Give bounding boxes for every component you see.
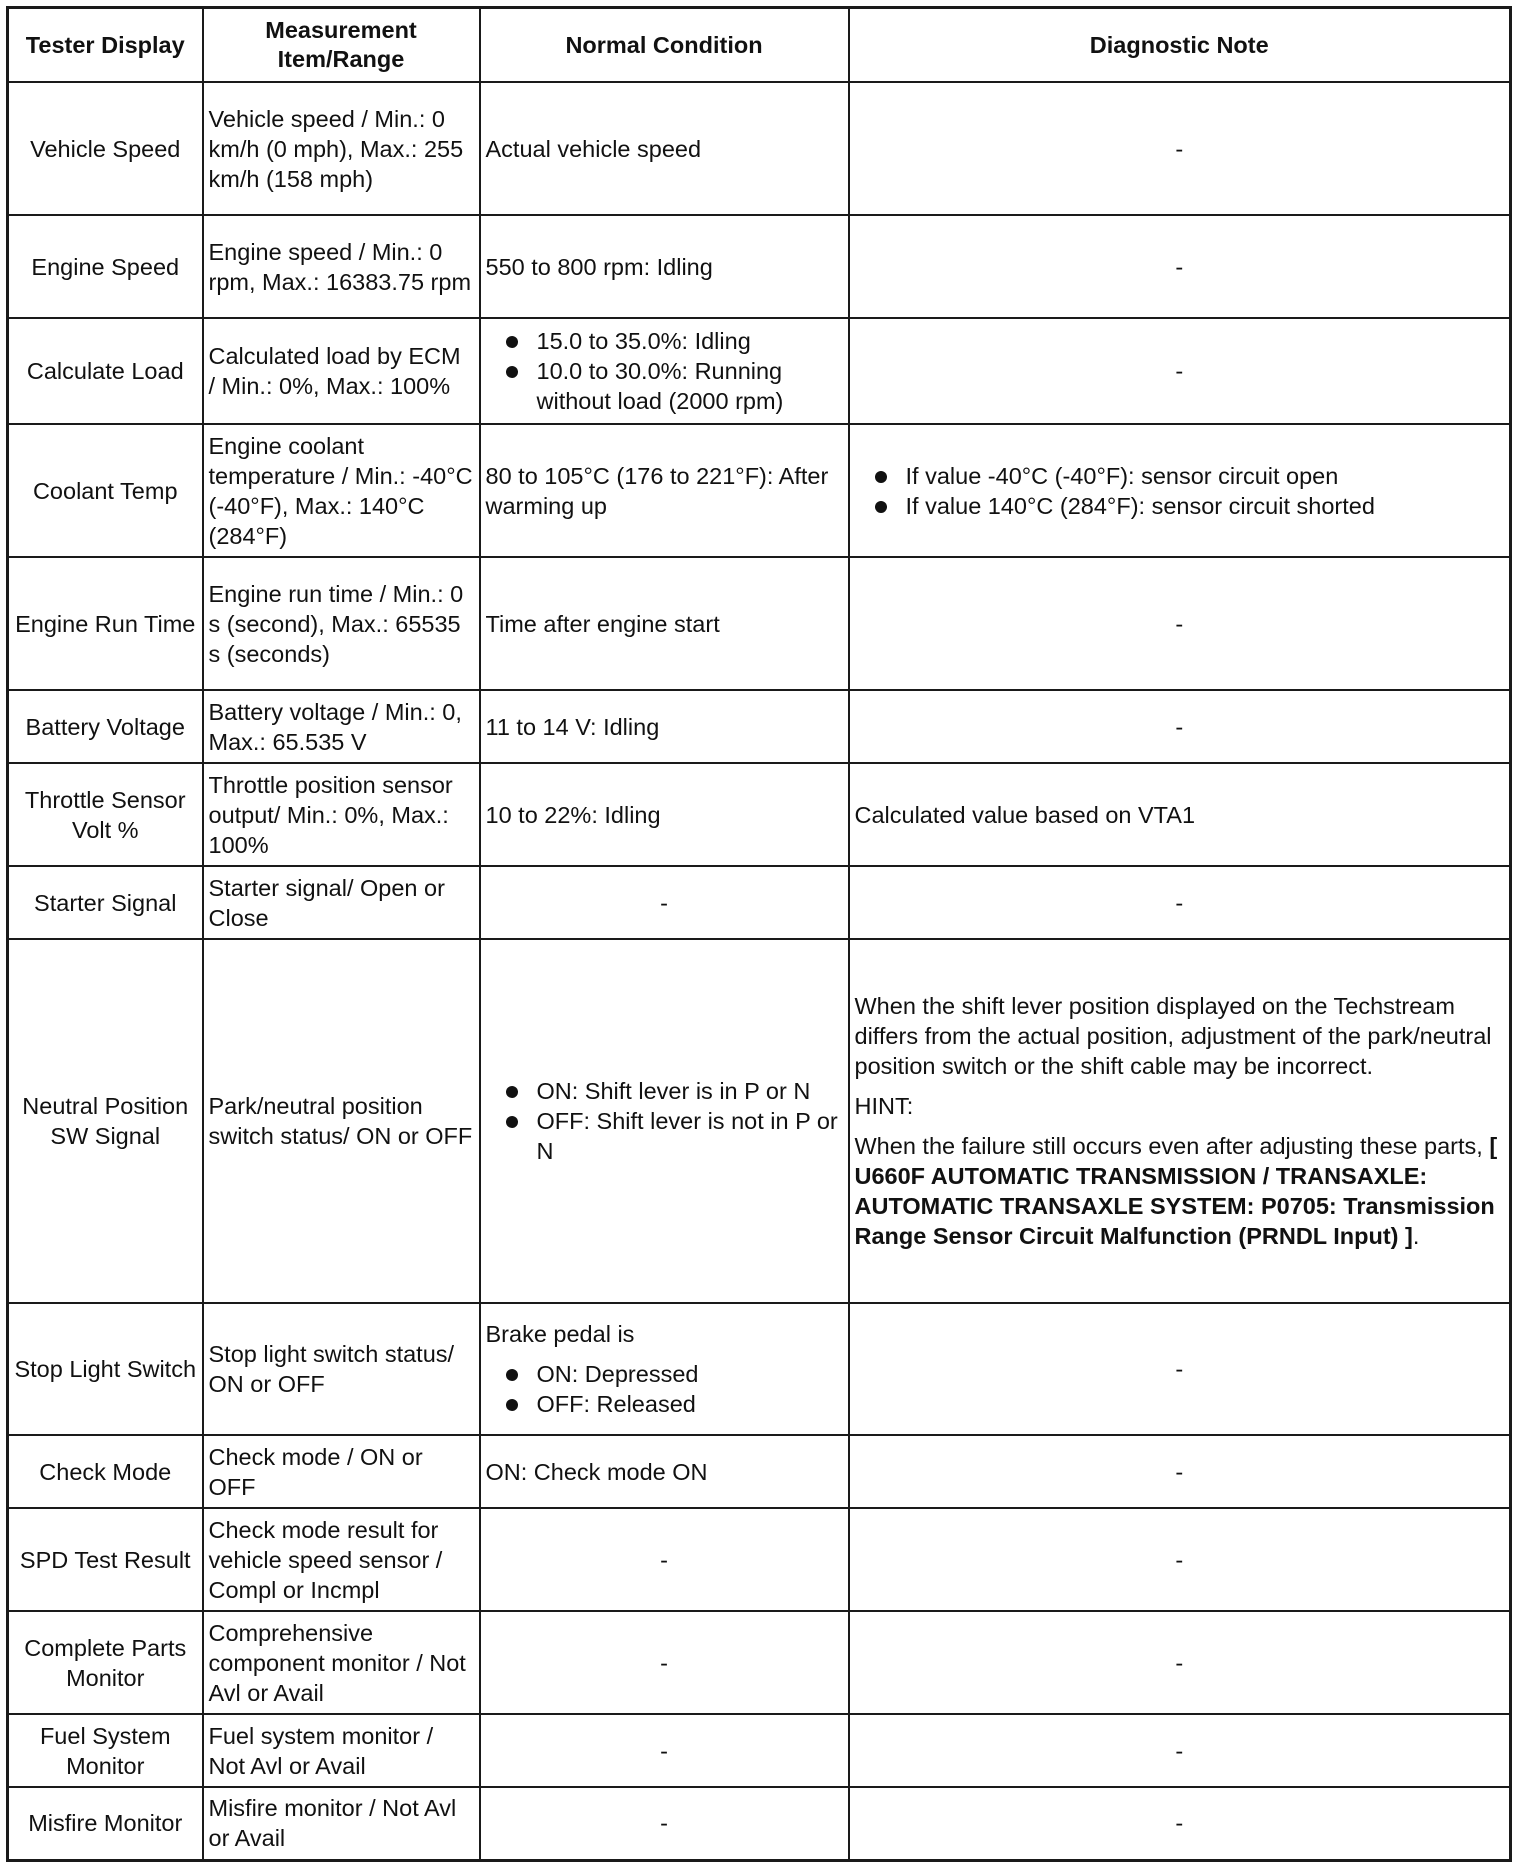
normal-condition-cell xyxy=(480,1303,849,1435)
table-row xyxy=(8,215,1511,318)
list-item: OFF: Shift lever is not in P or N xyxy=(486,1106,843,1166)
normal-condition-cell: 550 to 800 rpm: Idling xyxy=(480,215,849,318)
table-row xyxy=(8,1611,1511,1714)
normal-condition-cell: - xyxy=(480,1787,849,1860)
header-row xyxy=(8,8,1511,83)
diagnostic-note-cell xyxy=(849,939,1511,1303)
diagnostic-note-cell: - xyxy=(849,1714,1511,1787)
measurement-range-cell: Fuel system monitor / Not Avl or Avail xyxy=(203,1714,480,1787)
list-item: ON: Shift lever is in P or N xyxy=(486,1076,843,1106)
normal-condition-list xyxy=(486,1076,843,1166)
tester-display-cell: SPD Test Result xyxy=(8,1508,203,1611)
table-row xyxy=(8,1435,1511,1508)
tester-display-cell: Complete Parts Monitor xyxy=(8,1611,203,1714)
header-measurement-item: Measurement Item/Range xyxy=(203,8,480,83)
diagnostic-note-cell: - xyxy=(849,1611,1511,1714)
measurement-range-cell: Misfire monitor / Not Avl or Avail xyxy=(203,1787,480,1860)
normal-condition-cell: ON: Check mode ON xyxy=(480,1435,849,1508)
normal-condition-cell xyxy=(480,939,849,1303)
measurement-range-cell: Engine run time / Min.: 0 s (second), Max.: 65535 s (seconds) xyxy=(203,557,480,690)
tester-display-cell: Stop Light Switch xyxy=(8,1303,203,1435)
table-row xyxy=(8,557,1511,690)
measurement-range-cell: Engine coolant temperature / Min.: -40°C (-40°F), Max.: 140°C (284°F) xyxy=(203,424,480,557)
diagnostic-note-cell: - xyxy=(849,82,1511,215)
list-item: 15.0 to 35.0%: Idling xyxy=(486,326,843,356)
tester-display-cell: Coolant Temp xyxy=(8,424,203,557)
normal-condition-cell: 10 to 22%: Idling xyxy=(480,763,849,866)
diagnostic-note-cell: - xyxy=(849,1787,1511,1860)
note-text: When the failure still occurs even after adjusting these parts, xyxy=(854,1133,1483,1159)
normal-condition-cell xyxy=(480,318,849,424)
measurement-range-cell: Calculated load by ECM / Min.: 0%, Max.: 100% xyxy=(203,318,480,424)
diagnostic-note-cell: - xyxy=(849,557,1511,690)
diagnostic-note-cell: - xyxy=(849,866,1511,939)
tester-display-cell: Misfire Monitor xyxy=(8,1787,203,1860)
normal-condition-cell: 11 to 14 V: Idling xyxy=(480,690,849,763)
table-row xyxy=(8,690,1511,763)
normal-condition-cell: Time after engine start xyxy=(480,557,849,690)
header-tester-display: Tester Display xyxy=(8,8,203,83)
tester-display-cell: Engine Run Time xyxy=(8,557,203,690)
reference-link[interactable]: [ U660F AUTOMATIC TRANSMISSION / TRANSAXLE: AUTOMATIC TRANSAXLE SYSTEM: P0705: Transmission Range Sensor Circuit Malfunction (PRNDL Input) ] xyxy=(854,1133,1498,1249)
tester-display-cell: Vehicle Speed xyxy=(8,82,203,215)
diagnostic-note-cell: - xyxy=(849,215,1511,318)
table-row xyxy=(8,1714,1511,1787)
note-hint: HINT: xyxy=(854,1093,914,1119)
measurement-range-cell: Check mode / ON or OFF xyxy=(203,1435,480,1508)
list-item: If value -40°C (-40°F): sensor circuit open xyxy=(855,461,1505,491)
measurement-range-cell: Park/neutral position switch status/ ON or OFF xyxy=(203,939,480,1303)
header-diagnostic-note: Diagnostic Note xyxy=(849,8,1511,83)
tester-display-cell: Calculate Load xyxy=(8,318,203,424)
table-row xyxy=(8,1303,1511,1435)
normal-condition-cell: - xyxy=(480,1611,849,1714)
measurement-range-cell: Comprehensive component monitor / Not Avl or Avail xyxy=(203,1611,480,1714)
diagnostic-note-cell: - xyxy=(849,1508,1511,1611)
diagnostic-note-cell: Calculated value based on VTA1 xyxy=(849,763,1511,866)
tester-display-cell: Throttle Sensor Volt % xyxy=(8,763,203,866)
normal-condition-list xyxy=(486,326,843,416)
diagnostic-note-cell xyxy=(849,424,1511,557)
table-row xyxy=(8,318,1511,424)
note-paragraph: When the shift lever position displayed on the Techstream differs from the actual position, adjustment of the park/neutral position switch or the shift cable may be incorrect. xyxy=(854,993,1492,1079)
diagnostic-note-list xyxy=(855,461,1505,521)
measurement-range-cell: Battery voltage / Min.: 0, Max.: 65.535 V xyxy=(203,690,480,763)
tester-display-cell: Neutral Position SW Signal xyxy=(8,939,203,1303)
normal-condition-cell: Actual vehicle speed xyxy=(480,82,849,215)
tester-display-cell: Check Mode xyxy=(8,1435,203,1508)
measurement-range-cell: Throttle position sensor output/ Min.: 0%, Max.: 100% xyxy=(203,763,480,866)
measurement-range-cell: Engine speed / Min.: 0 rpm, Max.: 16383.75 rpm xyxy=(203,215,480,318)
normal-condition-intro: Brake pedal is xyxy=(485,1321,635,1347)
data-list-table xyxy=(6,6,1512,1862)
normal-condition-cell: - xyxy=(480,1714,849,1787)
note-paragraph xyxy=(855,1131,1505,1251)
list-item: If value 140°C (284°F): sensor circuit shorted xyxy=(855,491,1505,521)
normal-condition-list xyxy=(486,1359,843,1419)
table-row xyxy=(8,82,1511,215)
tester-display-cell: Engine Speed xyxy=(8,215,203,318)
diagnostic-note-cell: - xyxy=(849,1435,1511,1508)
table-row xyxy=(8,939,1511,1303)
diagnostic-note-cell: - xyxy=(849,1303,1511,1435)
measurement-range-cell: Check mode result for vehicle speed sensor / Compl or Incmpl xyxy=(203,1508,480,1611)
list-item: ON: Depressed xyxy=(486,1359,843,1389)
tester-display-cell: Battery Voltage xyxy=(8,690,203,763)
tester-display-cell: Starter Signal xyxy=(8,866,203,939)
normal-condition-cell: - xyxy=(480,1508,849,1611)
diagnostic-note-cell: - xyxy=(849,690,1511,763)
note-text: . xyxy=(1412,1223,1420,1249)
tester-display-cell: Fuel System Monitor xyxy=(8,1714,203,1787)
diagnostic-note-cell: - xyxy=(849,318,1511,424)
table-row xyxy=(8,1787,1511,1860)
list-item: 10.0 to 30.0%: Running without load (2000 rpm) xyxy=(486,356,843,416)
header-normal-condition: Normal Condition xyxy=(480,8,849,83)
normal-condition-cell: 80 to 105°C (176 to 221°F): After warming up xyxy=(480,424,849,557)
measurement-range-cell: Stop light switch status/ ON or OFF xyxy=(203,1303,480,1435)
table-row xyxy=(8,1508,1511,1611)
normal-condition-cell: - xyxy=(480,866,849,939)
measurement-range-cell: Vehicle speed / Min.: 0 km/h (0 mph), Max.: 255 km/h (158 mph) xyxy=(203,82,480,215)
table-row xyxy=(8,424,1511,557)
measurement-range-cell: Starter signal/ Open or Close xyxy=(203,866,480,939)
table-row xyxy=(8,763,1511,866)
table-row xyxy=(8,866,1511,939)
list-item: OFF: Released xyxy=(486,1389,843,1419)
